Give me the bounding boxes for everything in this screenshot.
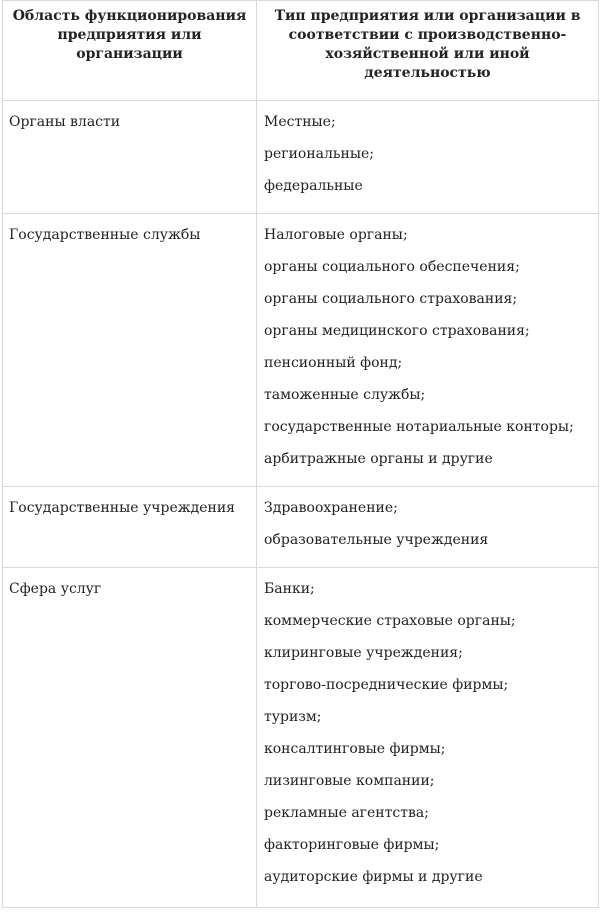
- header-area: Область функционирования предприятия или организации: [3, 1, 257, 101]
- type-item: органы социального страхования;: [264, 291, 518, 307]
- area-cell: [3, 568, 257, 908]
- area-cell: [3, 214, 257, 487]
- type-item: Банки;: [264, 581, 315, 597]
- types-cell: [257, 568, 599, 908]
- area-cell: [3, 101, 257, 214]
- types-cell: [257, 214, 599, 487]
- organization-types-table: [2, 0, 599, 908]
- type-item: торгово-посреднические фирмы;: [264, 677, 509, 693]
- type-item: органы медицинского страхования;: [264, 323, 530, 339]
- type-item: туризм;: [264, 709, 322, 725]
- type-item: государственные нотариальные конторы;: [264, 419, 574, 435]
- header-type: Тип предприятия или организации в соответствии с производственно-хозяйственной или иной деятельностью: [257, 1, 599, 101]
- type-item: региональные;: [264, 146, 375, 162]
- type-item: рекламные агентства;: [264, 805, 429, 821]
- types-cell: [257, 101, 599, 214]
- type-item: пенсионный фонд;: [264, 355, 403, 371]
- type-item: Местные;: [264, 114, 336, 130]
- table-row: [3, 487, 599, 568]
- table-row: [3, 568, 599, 908]
- table-row: [3, 214, 599, 487]
- type-item: арбитражные органы и другие: [264, 451, 493, 467]
- type-item: Налоговые органы;: [264, 227, 408, 243]
- type-item: аудиторские фирмы и другие: [264, 869, 483, 885]
- type-item: коммерческие страховые органы;: [264, 613, 516, 629]
- area-label: Сфера услуг: [9, 581, 102, 597]
- type-item: лизинговые компании;: [264, 773, 435, 789]
- type-item: федеральные: [264, 178, 363, 194]
- area-label: Органы власти: [9, 114, 121, 130]
- type-item: консалтинговые фирмы;: [264, 741, 446, 757]
- types-cell: [257, 487, 599, 568]
- type-item: факторинговые фирмы;: [264, 837, 440, 853]
- type-item: образовательные учреждения: [264, 532, 489, 548]
- type-item: органы социального обеспечения;: [264, 259, 520, 275]
- table-header-row: [3, 1, 599, 101]
- area-label: Государственные учреждения: [9, 500, 236, 516]
- type-item: Здравоохранение;: [264, 500, 398, 516]
- table-row: [3, 101, 599, 214]
- type-item: клиринговые учреждения;: [264, 645, 463, 661]
- area-label: Государственные службы: [9, 227, 201, 243]
- type-item: таможенные службы;: [264, 387, 426, 403]
- area-cell: [3, 487, 257, 568]
